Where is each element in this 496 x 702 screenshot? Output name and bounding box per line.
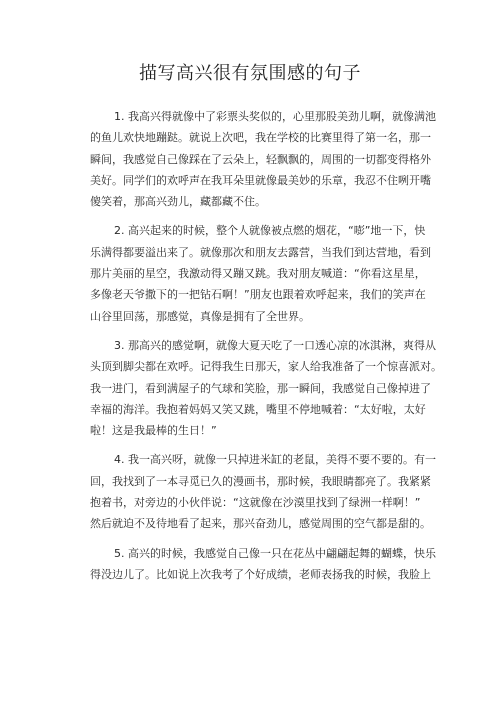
paragraph-line: 抱着书，对旁边的小伙伴说：“这就像在沙漠里找到了绿洲一样啊！” xyxy=(90,496,421,510)
paragraph-line: 美好。同学们的欢呼声在我耳朵里就像最美妙的乐章，我忍不住咧开嘴 xyxy=(90,173,431,187)
paragraph-1 xyxy=(90,106,436,212)
paragraph-line: 乐满得都要溢出来了。就像那次和朋友去露营，当我们到达营地，看到 xyxy=(90,245,431,259)
paragraph-line: 山谷里回荡，那感觉，真像是拥有了全世界。 xyxy=(90,309,310,323)
paragraph-line: 然后就迫不及待地看了起来，那兴奋劲儿，感觉周围的空气都是甜的。 xyxy=(90,517,431,531)
paragraph-line: 的鱼儿欢快地蹦跶。就说上次吧，我在学校的比赛里得了第一名，那一 xyxy=(90,131,431,145)
paragraph-line: 1. 我高兴得就像中了彩票头奖似的，心里那股美劲儿啊，就像满池 xyxy=(114,110,436,123)
paragraph-line: 3. 那高兴的感觉啊，就像大夏天吃了一口透心凉的冰淇淋，爽得从 xyxy=(114,338,436,352)
paragraph-line: 幸福的海洋。我抱着妈妈又笑又跳，嘴里不停地喊着：“太好啦，太好 xyxy=(90,402,426,416)
paragraph-line: 瞬间，我感觉自己像踩在了云朵上，轻飘飘的，周围的一切都变得格外 xyxy=(90,152,431,166)
paragraph-line: 5. 高兴的时候，我感觉自己像一只在花丛中翩翩起舞的蝴蝶，快乐 xyxy=(114,546,436,560)
paragraph-line: 那片美丽的星空，我激动得又蹦又跳。我对朋友喊道：“你看这星星， xyxy=(90,267,426,281)
paragraph-line: 2. 高兴起来的时候，整个人就像被点燃的烟花，“嘭”地一下，快 xyxy=(114,224,426,238)
paragraph-3 xyxy=(90,335,442,441)
paragraph-line: 我一进门，看到满屋子的气球和笑脸，那一瞬间，我感觉自己像掉进了 xyxy=(90,381,431,395)
paragraph-line: 回，我找到了一本寻觅已久的漫画书，那时候，我眼睛都亮了。我紧紧 xyxy=(90,474,431,488)
paragraph-line: 头顶到脚尖都在欢呼。记得我生日那天，家人给我准备了一个惊喜派对。 xyxy=(90,360,442,374)
document-title: 描写高兴很有氛围感的句子 xyxy=(139,63,361,84)
paragraph-line: 多像老天爷撒下的一把钻石啊！”朋友也跟着欢呼起来，我们的笑声在 xyxy=(90,288,426,302)
paragraph-line: 啦！这是我最棒的生日！” xyxy=(90,424,217,438)
paragraph-line: 4. 我一高兴呀，就像一只掉进米缸的老鼠，美得不要不要的。有一 xyxy=(114,453,436,467)
paragraph-2 xyxy=(90,220,431,326)
paragraph-5 xyxy=(90,543,436,586)
paragraph-line: 得没边儿了。比如说上次我考了个好成绩，老师表扬我的时候，我脸上 xyxy=(90,567,431,581)
paragraph-line: 傻笑着，那高兴劲儿，藏都藏不住。 xyxy=(90,195,266,209)
paragraph-4 xyxy=(90,449,436,534)
